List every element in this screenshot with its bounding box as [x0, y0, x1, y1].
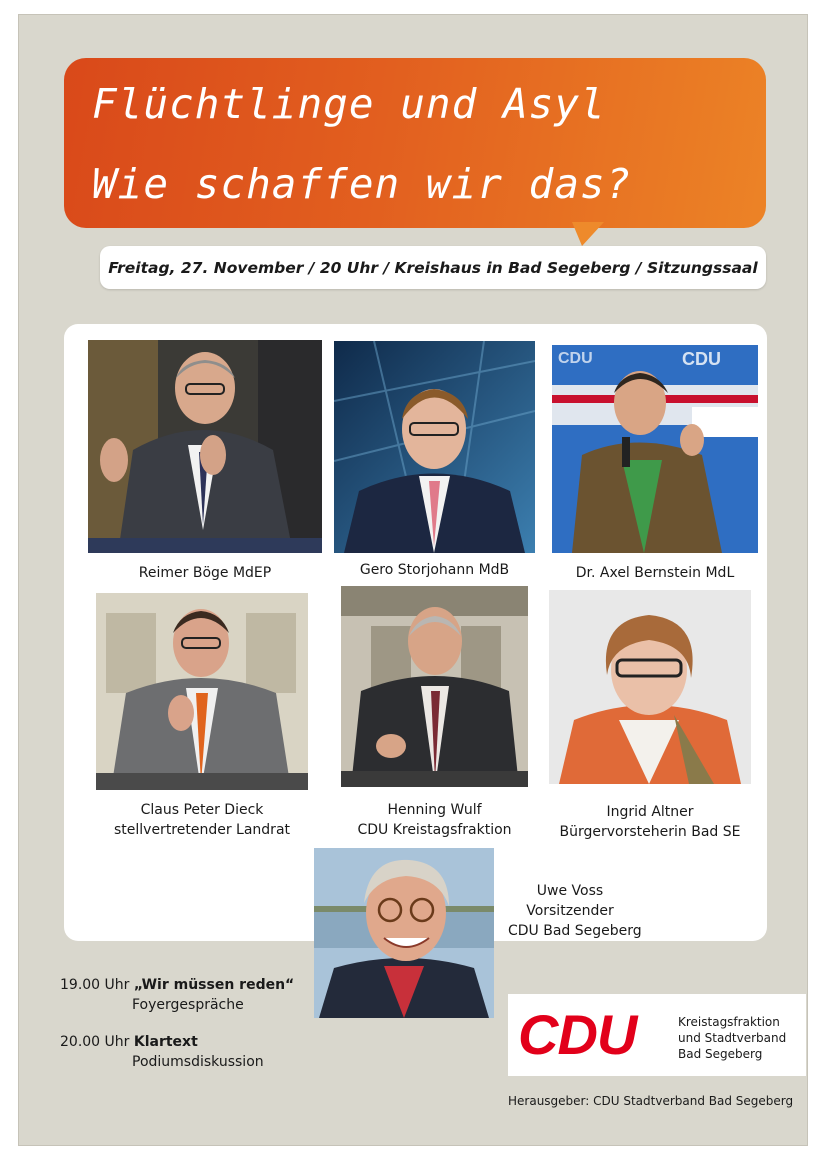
schedule-item-1	[60, 975, 294, 995]
speaker-role: CDU Kreistagsfraktion	[357, 822, 512, 838]
schedule-item-2	[60, 1032, 198, 1052]
speaker-photo-ingrid-altner	[549, 590, 751, 784]
speaker-role: Bürgervorsteherin Bad SE	[559, 824, 741, 840]
speaker-name: Gero Storjohann MdB	[359, 562, 510, 578]
speaker-photo-axel-bernstein	[552, 345, 758, 553]
cdu-logo: CDU	[518, 1003, 637, 1066]
publisher-note: Herausgeber: CDU Stadtverband Bad Segeberg	[508, 1094, 794, 1108]
schedule-sub: Foyergespräche	[132, 997, 244, 1013]
speaker-role: CDU Bad Segeberg	[508, 923, 642, 939]
svg-text:CDU: CDU	[682, 349, 721, 369]
speaker-role: stellvertretender Landrat	[113, 822, 291, 838]
speaker-name: Claus Peter Dieck	[140, 802, 264, 818]
speaker-name: Henning Wulf	[387, 802, 482, 818]
speaker-name: Reimer Böge MdEP	[138, 565, 272, 581]
cdu-logo-block	[508, 994, 806, 1076]
event-title: Flüchtlinge und Asyl	[92, 80, 606, 128]
logo-line: Kreistagsfraktion	[678, 1015, 780, 1029]
logo-line: und Stadtverband	[678, 1031, 787, 1045]
logo-caption	[678, 1014, 786, 1062]
schedule-sub: Podiumsdiskussion	[132, 1054, 264, 1070]
schedule-time: 20.00 Uhr	[60, 1034, 130, 1050]
speaker-role: Vorsitzender	[526, 903, 614, 919]
event-date-bar: Freitag, 27. November / 20 Uhr / Kreishaus in Bad Segeberg / Sitzungssaal	[100, 246, 766, 289]
speaker-name: Uwe Voss	[536, 883, 604, 899]
schedule-time: 19.00 Uhr	[60, 977, 130, 993]
speaker-photo-gero-storjohann	[334, 341, 535, 553]
svg-text:CDU: CDU	[558, 350, 593, 367]
schedule-title: „Wir müssen reden“	[133, 977, 295, 993]
speaker-name: Ingrid Altner	[606, 804, 694, 820]
speaker-name: Dr. Axel Bernstein MdL	[575, 565, 735, 581]
speech-bubble-tail	[572, 222, 604, 246]
speaker-photo-claus-peter-dieck	[96, 593, 308, 790]
speaker-photo-uwe-voss	[314, 848, 494, 1018]
logo-line: Bad Segeberg	[678, 1047, 763, 1061]
speaker-photo-reimer-boege	[88, 340, 322, 553]
schedule-title: Klartext	[133, 1034, 198, 1050]
speaker-photo-henning-wulf	[341, 586, 528, 787]
event-subtitle: Wie schaffen wir das?	[92, 160, 632, 208]
